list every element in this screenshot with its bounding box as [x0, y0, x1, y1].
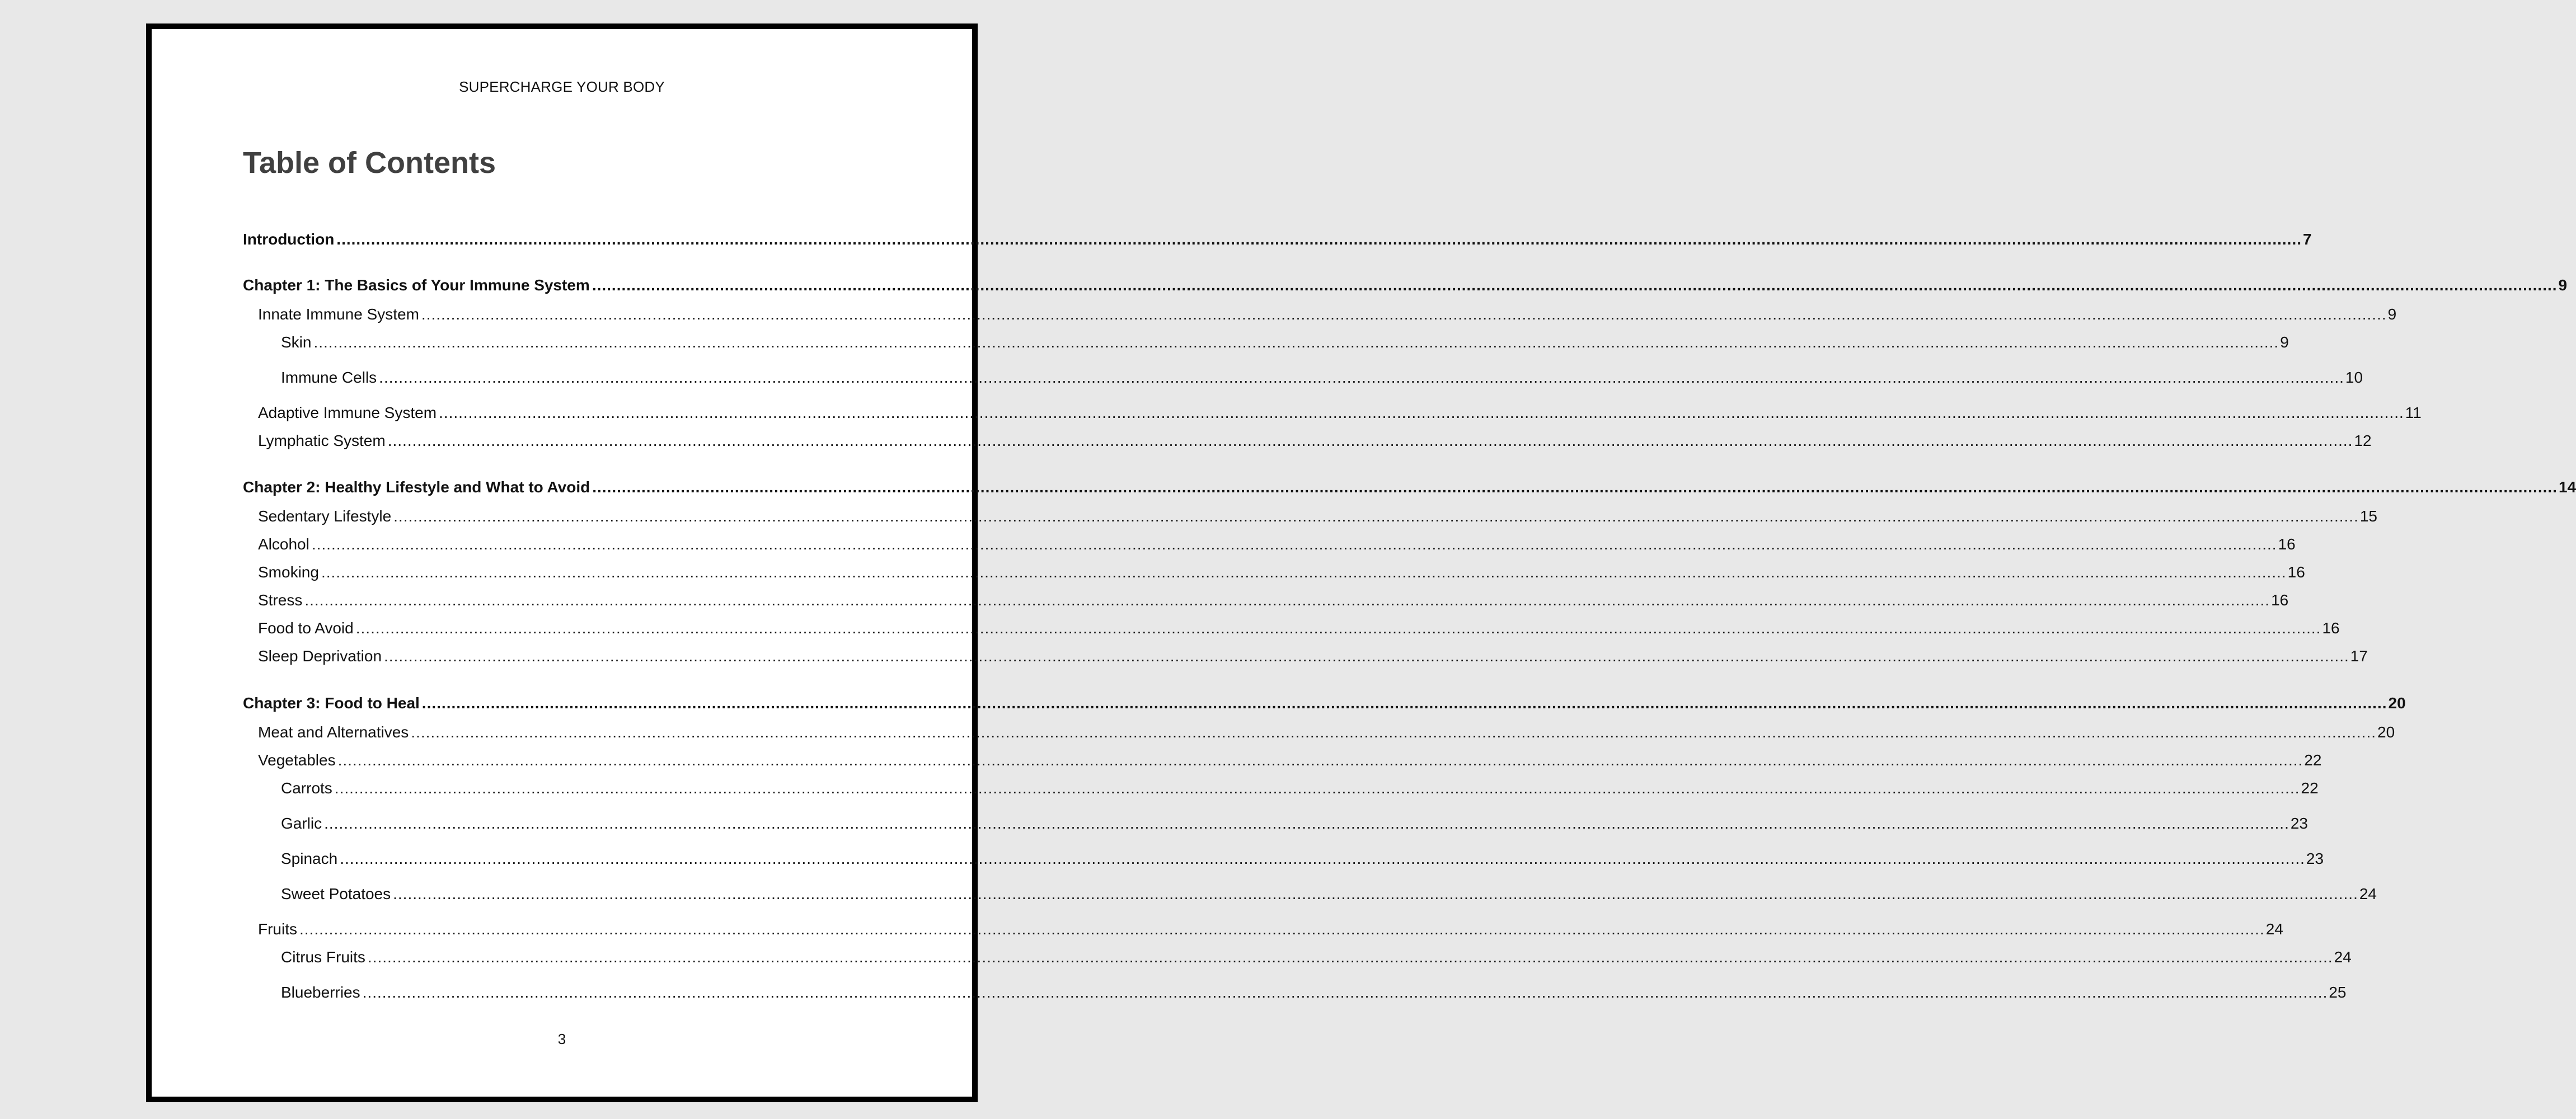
toc-entry-page-number: 23	[2290, 815, 2308, 832]
toc-entry-page-number: 14	[2558, 478, 2576, 496]
toc-entry-label: Carrots	[281, 779, 332, 797]
toc-entry-label: Lymphatic System	[258, 432, 386, 449]
toc-entry[interactable]	[243, 751, 2322, 774]
toc-entry[interactable]	[243, 404, 2422, 426]
toc-entry-page-number: 16	[2271, 591, 2289, 609]
toc-entry[interactable]	[243, 723, 2395, 746]
dot-leader: ................................................................................................................................................................................................................................................................................................................................................................................................................	[387, 432, 2353, 449]
dot-leader: ................................................................................................................................................................................................................................................................................................................................................................................................................	[324, 815, 2289, 832]
toc-entry-page-number: 24	[2359, 885, 2377, 902]
page-number: 3	[557, 1031, 566, 1047]
toc-entry[interactable]	[243, 948, 2352, 971]
dot-leader: ................................................................................................................................................................................................................................................................................................................................................................................................................	[592, 276, 2558, 294]
dot-leader: ................................................................................................................................................................................................................................................................................................................................................................................................................	[340, 850, 2305, 867]
toc-entry-label: Sweet Potatoes	[281, 885, 391, 902]
toc-entry-label: Sleep Deprivation	[258, 647, 382, 665]
dot-leader: ................................................................................................................................................................................................................................................................................................................................................................................................................	[421, 694, 2387, 712]
toc-entry-page-number: 20	[2388, 694, 2406, 712]
running-header: SUPERCHARGE YOUR BODY	[459, 78, 665, 95]
toc-entry[interactable]	[243, 563, 2305, 586]
dot-leader: ................................................................................................................................................................................................................................................................................................................................................................................................................	[304, 591, 2270, 609]
toc-entry-page-number: 16	[2322, 619, 2340, 637]
toc-entry-page-number: 9	[2280, 333, 2289, 351]
toc-entry[interactable]	[243, 885, 2377, 908]
dot-leader: ................................................................................................................................................................................................................................................................................................................................................................................................................	[592, 478, 2558, 496]
toc-entry-label: Innate Immune System	[258, 305, 419, 323]
toc-entry[interactable]	[243, 779, 2319, 802]
dot-leader: ................................................................................................................................................................................................................................................................................................................................................................................................................	[379, 369, 2344, 386]
toc-entry-page-number: 9	[2558, 276, 2568, 294]
toc-list	[243, 29, 2576, 1097]
toc-entry[interactable]	[243, 305, 2397, 328]
toc-entry-page-number: 15	[2359, 507, 2378, 525]
toc-entry-page-number: 23	[2306, 850, 2324, 867]
document-page	[146, 23, 2576, 1102]
toc-entry[interactable]	[243, 535, 2296, 558]
toc-entry-label: Sedentary Lifestyle	[258, 507, 392, 525]
toc-entry-page-number: 25	[2329, 984, 2347, 1001]
toc-chapter-entry[interactable]	[243, 478, 2576, 501]
toc-entry-label: Chapter 3: Food to Heal	[243, 694, 420, 712]
toc-entry-label: Skin	[281, 333, 312, 351]
dot-leader: ................................................................................................................................................................................................................................................................................................................................................................................................................	[384, 647, 2349, 665]
toc-entry-page-number: 17	[2350, 647, 2368, 665]
toc-chapter-entry[interactable]	[243, 694, 2406, 717]
toc-entry[interactable]	[243, 432, 2372, 454]
toc-entry[interactable]	[243, 333, 2289, 356]
dot-leader: ................................................................................................................................................................................................................................................................................................................................................................................................................	[393, 507, 2359, 525]
toc-entry[interactable]	[243, 647, 2368, 670]
toc-entry-page-number: 10	[2345, 369, 2363, 386]
toc-entry-label: Stress	[258, 591, 303, 609]
toc-entry-page-number: 16	[2287, 563, 2305, 581]
toc-entry-label: Meat and Alternatives	[258, 723, 409, 741]
toc-entry[interactable]	[243, 507, 2378, 530]
dot-leader: ................................................................................................................................................................................................................................................................................................................................................................................................................	[311, 535, 2277, 553]
toc-entry[interactable]	[243, 815, 2308, 837]
dot-leader: ................................................................................................................................................................................................................................................................................................................................................................................................................	[411, 723, 2376, 741]
toc-entry-label: Immune Cells	[281, 369, 377, 386]
dot-leader: ................................................................................................................................................................................................................................................................................................................................................................................................................	[355, 619, 2321, 637]
dot-leader: ................................................................................................................................................................................................................................................................................................................................................................................................................	[321, 563, 2287, 581]
toc-entry[interactable]	[243, 984, 2347, 1006]
toc-entry-page-number: 20	[2377, 723, 2395, 741]
toc-entry-page-number: 11	[2405, 404, 2422, 421]
toc-entry-label: Adaptive Immune System	[258, 404, 437, 421]
toc-entry-label: Smoking	[258, 563, 319, 581]
toc-entry-label: Citrus Fruits	[281, 948, 365, 966]
toc-entry-label: Introduction	[243, 231, 335, 248]
toc-entry-label: Food to Avoid	[258, 619, 354, 637]
toc-entry-label: Garlic	[281, 815, 322, 832]
toc-entry-label: Vegetables	[258, 751, 336, 769]
dot-leader: ................................................................................................................................................................................................................................................................................................................................................................................................................	[439, 404, 2404, 421]
toc-entry[interactable]	[243, 920, 2283, 943]
toc-entry-page-number: 22	[2304, 751, 2322, 769]
toc-entry-label: Chapter 1: The Basics of Your Immune System	[243, 276, 590, 294]
dot-leader: ................................................................................................................................................................................................................................................................................................................................................................................................................	[367, 948, 2333, 966]
toc-entry-label: Fruits	[258, 920, 297, 938]
toc-entry-label: Blueberries	[281, 984, 360, 1001]
toc-entry[interactable]	[243, 369, 2363, 391]
toc-entry-page-number: 7	[2303, 231, 2312, 248]
dot-leader: ................................................................................................................................................................................................................................................................................................................................................................................................................	[337, 751, 2303, 769]
toc-entry-page-number: 24	[2334, 948, 2352, 966]
dot-leader: ................................................................................................................................................................................................................................................................................................................................................................................................................	[362, 984, 2328, 1001]
dot-leader: ................................................................................................................................................................................................................................................................................................................................................................................................................	[421, 305, 2387, 323]
toc-entry-label: Spinach	[281, 850, 338, 867]
toc-entry-page-number: 16	[2278, 535, 2296, 553]
toc-entry[interactable]	[243, 850, 2324, 872]
toc-chapter-entry[interactable]	[243, 276, 2568, 299]
toc-entry-page-number: 24	[2265, 920, 2283, 938]
dot-leader: ................................................................................................................................................................................................................................................................................................................................................................................................................	[393, 885, 2358, 902]
toc-entry-page-number: 22	[2301, 779, 2319, 797]
dot-leader: ................................................................................................................................................................................................................................................................................................................................................................................................................	[313, 333, 2279, 351]
toc-entry[interactable]	[243, 619, 2340, 642]
dot-leader: ................................................................................................................................................................................................................................................................................................................................................................................................................	[299, 920, 2265, 938]
toc-entry[interactable]	[243, 591, 2289, 614]
dot-leader: ................................................................................................................................................................................................................................................................................................................................................................................................................	[334, 779, 2300, 797]
toc-entry-label: Chapter 2: Healthy Lifestyle and What to Avoid	[243, 478, 590, 496]
toc-entry-page-number: 9	[2387, 305, 2397, 323]
toc-title: Table of Contents	[243, 146, 496, 180]
dot-leader: ................................................................................................................................................................................................................................................................................................................................................................................................................	[336, 231, 2302, 248]
toc-entry-label: Alcohol	[258, 535, 309, 553]
toc-chapter-entry[interactable]	[243, 231, 2312, 253]
toc-entry-page-number: 12	[2354, 432, 2372, 449]
